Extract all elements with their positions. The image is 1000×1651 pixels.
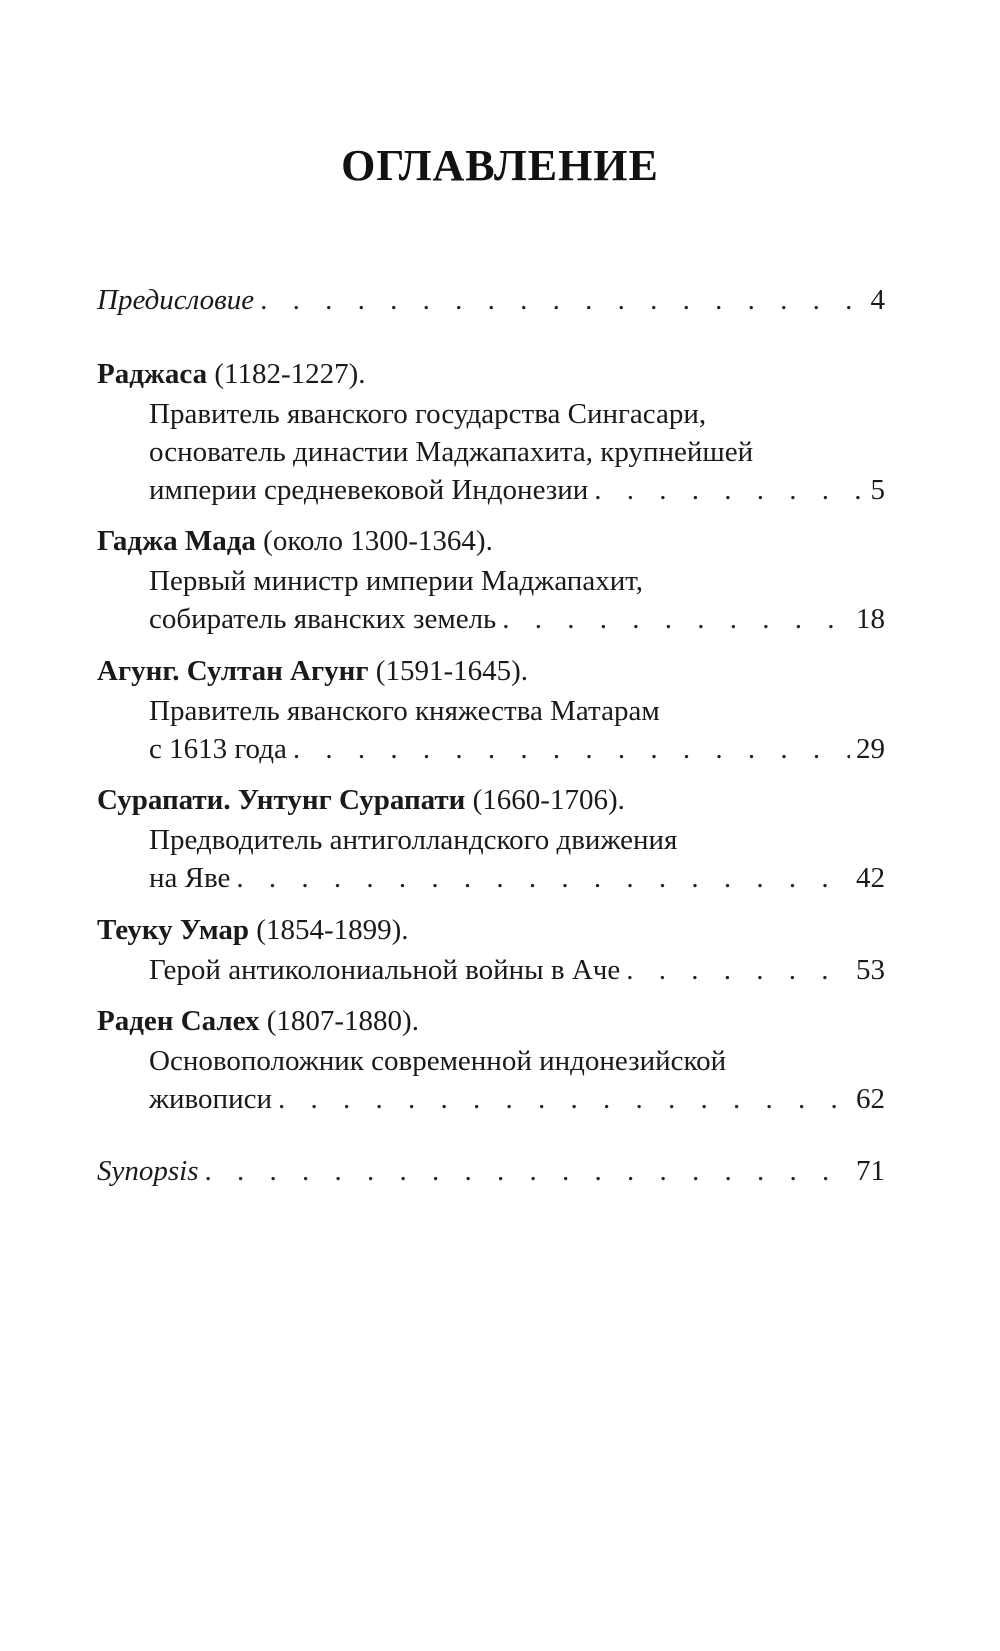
entry-description-line: Основоположник современной индонезийской <box>149 1045 727 1077</box>
entry-description-line: империи средневековой Индонезии <box>149 474 589 506</box>
dot-leader <box>205 1152 851 1190</box>
entry-page-number: 62 <box>856 1083 885 1115</box>
entry-description-line: основатель династии Маджапахита, крупнейшей <box>149 436 754 468</box>
dot-leader <box>236 859 850 897</box>
entry-dates: (1854-1899). <box>249 914 409 946</box>
entry-description-line: Правитель яванского княжества Матарам <box>149 695 660 727</box>
toc-synopsis-page: 71 <box>856 1155 885 1187</box>
entry-description-line: Герой антиколониальной войны в Аче <box>149 954 621 986</box>
entry-page-number: 42 <box>856 862 885 894</box>
entry-name: Гаджа Мада <box>97 525 256 557</box>
page-title: ОГЛАВЛЕНИЕ <box>341 141 659 190</box>
toc-entry-heading[interactable] <box>97 781 885 819</box>
entry-dates: (1182-1227). <box>207 358 366 390</box>
entry-page-number: 18 <box>856 603 885 635</box>
entry-dates: (около 1300-1364). <box>255 525 493 557</box>
toc-synopsis-row[interactable] <box>97 1152 885 1190</box>
entry-dates: (1660-1706). <box>465 784 625 816</box>
entry-page-number: 5 <box>870 474 885 506</box>
entry-last-line[interactable] <box>149 951 885 989</box>
entry-description-line: Правитель яванского государства Сингасари, <box>149 398 707 430</box>
toc-synopsis-label: Synopsis <box>97 1155 199 1187</box>
toc-entry-heading[interactable] <box>97 911 885 949</box>
entry-description-line: на Яве <box>149 862 231 894</box>
toc-entry-heading[interactable] <box>97 355 885 393</box>
entry-last-line[interactable] <box>149 730 885 768</box>
dot-leader <box>260 281 864 319</box>
dot-leader <box>594 471 864 509</box>
toc-preface-label: Предисловие <box>97 284 255 316</box>
entry-page-number: 29 <box>856 733 885 765</box>
entry-name: Агунг. Султан Агунг <box>97 655 369 687</box>
entry-name: Теуку Умар <box>97 914 250 946</box>
entry-description-line: собиратель яванских земель <box>149 603 497 635</box>
entry-last-line[interactable] <box>149 471 885 509</box>
entry-dates: (1591-1645). <box>368 655 529 687</box>
entry-last-line[interactable] <box>149 1080 885 1118</box>
dot-leader <box>293 730 850 768</box>
entry-description-line: Предводитель антиголландского движения <box>149 824 678 856</box>
dot-leader <box>278 1080 850 1118</box>
toc-preface-row[interactable] <box>97 281 885 319</box>
entry-last-line[interactable] <box>149 600 885 638</box>
entry-description-line: живописи <box>149 1083 272 1115</box>
entry-name: Раден Салех <box>97 1005 260 1037</box>
entry-page-number: 53 <box>856 954 885 986</box>
toc-entry-heading[interactable] <box>97 1002 885 1040</box>
toc-entry-heading[interactable] <box>97 652 885 690</box>
entry-description-line: Первый министр империи Маджапахит, <box>149 565 643 597</box>
entry-last-line[interactable] <box>149 859 885 897</box>
entry-name: Раджаса <box>97 358 208 390</box>
entry-description-line: с 1613 года <box>149 733 287 765</box>
dot-leader <box>626 951 850 989</box>
entry-dates: (1807-1880). <box>259 1005 419 1037</box>
toc-entry-heading[interactable] <box>97 522 885 560</box>
toc-preface-page: 4 <box>870 284 885 316</box>
entry-name: Сурапати. Унтунг Сурапати <box>97 784 466 816</box>
dot-leader <box>502 600 850 638</box>
